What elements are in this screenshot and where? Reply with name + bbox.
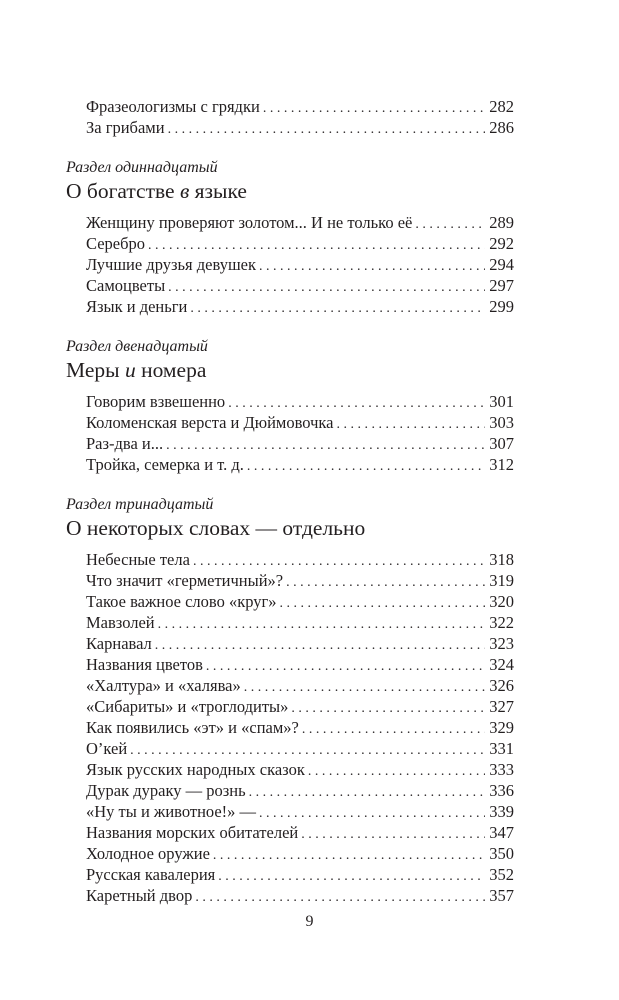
dot-leader xyxy=(308,761,485,782)
toc-entry xyxy=(86,822,514,843)
dot-leader xyxy=(206,656,485,677)
section-label: Раздел одиннадцатый xyxy=(66,159,218,176)
dot-leader xyxy=(190,298,485,319)
toc-entry-page: 297 xyxy=(489,276,514,295)
toc-entry-page: 324 xyxy=(489,655,514,674)
toc-entry xyxy=(86,254,514,275)
toc-entry-page: 292 xyxy=(489,234,514,253)
toc-entry xyxy=(86,570,514,591)
toc-entry-page: 323 xyxy=(489,634,514,653)
dot-leader xyxy=(263,98,485,119)
toc-entry-title: Дурак дураку — рознь xyxy=(86,781,246,800)
toc-entry xyxy=(86,412,514,433)
toc-entry-page: 333 xyxy=(489,760,514,779)
toc-section-13 xyxy=(66,495,514,906)
toc-entry xyxy=(86,391,514,412)
toc-continued-entries xyxy=(66,96,514,138)
dot-leader xyxy=(259,256,485,277)
toc-entry xyxy=(86,654,514,675)
toc-entry-page: 326 xyxy=(489,676,514,695)
dot-leader xyxy=(259,803,485,824)
section-title-part: Меры xyxy=(66,358,125,382)
toc-entry xyxy=(86,275,514,296)
section-title xyxy=(66,178,514,205)
toc-entry-title: Язык и деньги xyxy=(86,297,188,316)
dot-leader xyxy=(166,435,485,456)
toc-entry-page: 357 xyxy=(489,886,514,905)
dot-leader xyxy=(247,456,485,477)
toc-entry-page: 339 xyxy=(489,802,514,821)
toc-entry-page: 282 xyxy=(489,97,514,116)
toc-entry xyxy=(86,801,514,822)
section-title-part: номера xyxy=(135,358,207,382)
toc-entry-title: О’кей xyxy=(86,739,128,758)
toc-entry-page: 289 xyxy=(489,213,514,232)
toc-entry xyxy=(86,780,514,801)
toc-entry-title: «Сибариты» и «троглодиты» xyxy=(86,697,289,716)
dot-leader xyxy=(168,277,485,298)
toc-entry xyxy=(86,696,514,717)
toc-entry-page: 320 xyxy=(489,592,514,611)
toc-entry xyxy=(86,864,514,885)
toc-entry-title: Тройка, семерка и т. д. xyxy=(86,455,244,474)
toc-entry-title: Как появились «эт» и «спам»? xyxy=(86,718,299,737)
dot-leader xyxy=(249,782,486,803)
dot-leader xyxy=(302,719,485,740)
toc-entry xyxy=(86,591,514,612)
section-title-italic: и xyxy=(124,358,136,382)
section-title xyxy=(66,515,514,542)
section-label: Раздел тринадцатый xyxy=(66,496,214,513)
toc-entry xyxy=(86,433,514,454)
page-number: 9 xyxy=(305,913,314,930)
toc-entry-page: 318 xyxy=(489,550,514,569)
toc-section-12 xyxy=(66,337,514,475)
toc-entry-title: Каретный двор xyxy=(86,886,193,905)
toc-entry xyxy=(86,612,514,633)
toc-entry-title: Такое важное слово «круг» xyxy=(86,592,277,611)
section-title-part: языке xyxy=(189,179,247,203)
dot-leader xyxy=(155,635,485,656)
toc-entry xyxy=(86,549,514,570)
toc-entry-title: Язык русских народных сказок xyxy=(86,760,305,779)
toc-entry-title: Лучшие друзья девушек xyxy=(86,255,256,274)
toc-entry-page: 307 xyxy=(489,434,514,453)
toc-entry xyxy=(86,759,514,780)
toc-entry-page: 322 xyxy=(489,613,514,632)
toc-entry-title: Что значит «герметичный»? xyxy=(86,571,284,590)
dot-leader xyxy=(218,866,485,887)
toc-entry-title: Холодное оружие xyxy=(86,844,210,863)
toc-entry-title: Женщину проверяют золотом... И не только её xyxy=(86,213,413,232)
toc-entry-title: Названия цветов xyxy=(86,655,203,674)
section-title xyxy=(66,357,514,384)
toc-entry-page: 329 xyxy=(489,718,514,737)
toc-entry xyxy=(86,96,514,117)
dot-leader xyxy=(244,677,486,698)
toc-entry-page: 303 xyxy=(489,413,514,432)
dot-leader xyxy=(168,119,486,140)
toc-entry-page: 319 xyxy=(489,571,514,590)
toc-entry xyxy=(86,717,514,738)
toc-entry-title: Самоцветы xyxy=(86,276,166,295)
toc-entry-page: 294 xyxy=(489,255,514,274)
toc-entry-title: Карнавал xyxy=(86,634,152,653)
toc-entry-page: 331 xyxy=(489,739,514,758)
toc-entry-page: 301 xyxy=(489,392,514,411)
toc-entry-title: Говорим взвешенно xyxy=(86,392,226,411)
dot-leader xyxy=(195,887,485,908)
toc-entry-page: 299 xyxy=(489,297,514,316)
dot-leader xyxy=(301,824,485,845)
toc-entry-page: 286 xyxy=(489,118,514,137)
toc-entry-title: Фразеологизмы с грядки xyxy=(86,97,260,116)
toc-entry-title: Названия морских обитателей xyxy=(86,823,299,842)
dot-leader xyxy=(130,740,485,761)
section-title-part: О богатстве xyxy=(66,179,180,203)
toc-entry-page: 350 xyxy=(489,844,514,863)
toc-entry xyxy=(86,296,514,317)
dot-leader xyxy=(337,414,486,435)
section-label: Раздел двенадцатый xyxy=(66,338,208,355)
toc-entry-title: «Халтура» и «халява» xyxy=(86,676,241,695)
dot-leader xyxy=(148,235,485,256)
toc-entry xyxy=(86,233,514,254)
toc-entry-title: За грибами xyxy=(86,118,165,137)
toc-entry-title: Коломенская верста и Дюймовочка xyxy=(86,413,334,432)
dot-leader xyxy=(228,393,485,414)
section-title-italic: в xyxy=(179,179,190,203)
toc-entry xyxy=(86,738,514,759)
dot-leader xyxy=(280,593,486,614)
dot-leader xyxy=(415,214,485,235)
toc-entry xyxy=(86,212,514,233)
toc-entry xyxy=(86,675,514,696)
toc-entry-title: Раз-два и... xyxy=(86,434,164,453)
toc-entry-title: Мавзолей xyxy=(86,613,155,632)
dot-leader xyxy=(291,698,485,719)
dot-leader xyxy=(193,551,485,572)
dot-leader xyxy=(286,572,485,593)
toc-entry-title: Серебро xyxy=(86,234,145,253)
toc-entry-title: Русская кавалерия xyxy=(86,865,216,884)
toc-entry xyxy=(86,117,514,138)
toc-entry-page: 352 xyxy=(489,865,514,884)
toc-entry-title: «Ну ты и животное!» — xyxy=(86,802,257,821)
toc-entry-page: 347 xyxy=(489,823,514,842)
toc-entry-page: 312 xyxy=(489,455,514,474)
dot-leader xyxy=(158,614,486,635)
toc-entry-page: 327 xyxy=(489,697,514,716)
toc-entry xyxy=(86,885,514,906)
table-of-contents xyxy=(66,96,514,906)
toc-entry xyxy=(86,454,514,475)
toc-section-11 xyxy=(66,158,514,317)
toc-entry-page: 336 xyxy=(489,781,514,800)
toc-entry xyxy=(86,843,514,864)
dot-leader xyxy=(213,845,485,866)
toc-entry-title: Небесные тела xyxy=(86,550,190,569)
section-title-part: О некоторых словах — отдельно xyxy=(66,516,366,540)
toc-entry xyxy=(86,633,514,654)
